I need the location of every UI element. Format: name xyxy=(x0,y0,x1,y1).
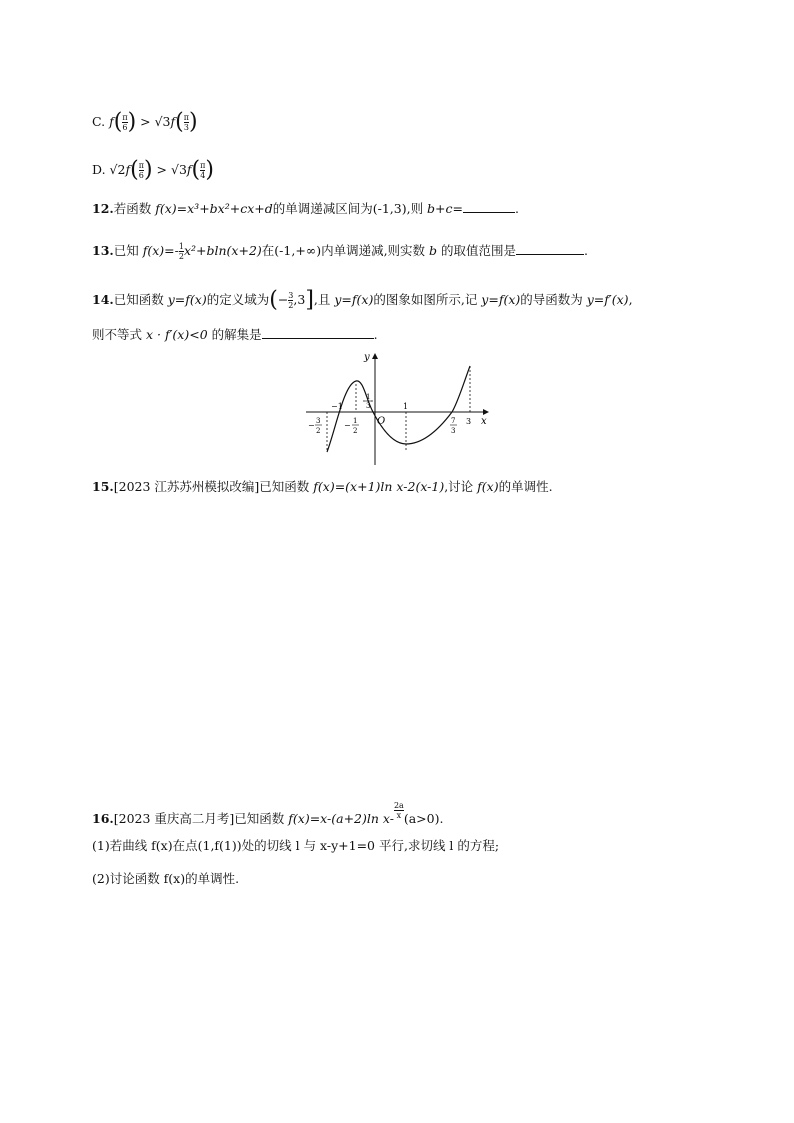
question-number: 12. xyxy=(92,201,114,216)
question-number: 13. xyxy=(92,243,114,258)
tick-label-three: 3 xyxy=(466,417,472,426)
tick-label-one-third-num: 1 xyxy=(366,393,371,401)
tick-label-seven-thirds-num: 7 xyxy=(451,417,456,425)
tick-label-neg-one: −1 xyxy=(331,402,343,411)
tick-label-seven-thirds-den: 3 xyxy=(451,427,456,435)
question-15: 15.[2023 江苏苏州模拟改编]已知函数 f(x)=(x+1)ln x-2(x-1),讨论 f(x)的单调性. xyxy=(92,479,553,494)
fraction: $\frac{2a}{x}$ xyxy=(393,801,404,820)
answer-blank[interactable] xyxy=(262,326,374,339)
option-label: C. xyxy=(92,114,106,129)
question-source: [2023 重庆高二月考] xyxy=(113,811,235,827)
function-graph xyxy=(300,348,500,468)
y-axis-label: y xyxy=(364,352,370,363)
question-13: 13.已知 f(x)=- $\frac{1}{2}$ x²+bln(x+2)在(-1,+∞)内单调递减,则实数 b 的取值范围是 . xyxy=(92,242,589,261)
question-14-line-2: 则不等式 x · f′(x)<0 的解集是 . xyxy=(92,327,378,342)
tick-label-neg-half-den: 2 xyxy=(353,427,358,435)
question-14: 14.已知函数 y=f(x)的定义域为(− $\frac{3}{2}$ ,3],且 y=f(x)的图象如图所示,记 y=f(x)的导函数为 y=f′(x), xyxy=(92,287,633,313)
fraction: $\frac{\pi}{4}$ xyxy=(200,161,206,180)
answer-blank[interactable] xyxy=(516,242,584,255)
tick-label-neg-three-halves-minus: − xyxy=(308,421,315,430)
tick-label-neg-three-halves-num: 3 xyxy=(316,417,321,425)
tick-label-neg-half-num: 1 xyxy=(353,417,358,425)
question-12: 12.若函数 f(x)=x³+bx²+cx+d的单调递减区间为(-1,3),则 b+c= . xyxy=(92,201,519,216)
question-source: [2023 江苏苏州模拟改编] xyxy=(113,479,260,494)
tick-label-one-third-den: 3 xyxy=(366,402,371,410)
tick-label-neg-three-halves-den: 2 xyxy=(316,427,321,435)
fraction: $\frac{3}{2}$ xyxy=(288,291,294,310)
tick-label-neg-half-minus: − xyxy=(344,421,351,430)
answer-blank[interactable] xyxy=(463,200,515,213)
fraction: $\frac{\pi}{3}$ xyxy=(183,113,190,132)
option-d: D. √2f( $\frac{\pi}{6}$ ) > √3f( $\frac{\pi}{4}$ ) xyxy=(92,157,214,183)
x-axis-label: x xyxy=(481,416,487,427)
curve xyxy=(327,366,470,452)
question-16: 16.[2023 重庆高二月考]已知函数 f(x)=x-(a+2)ln x- $\frac{2a}{x}$ (a>0). xyxy=(92,801,444,827)
option-label: D. xyxy=(92,162,106,177)
fraction: $\frac{1}{2}$ xyxy=(178,242,184,261)
question-16-part-1: (1)若曲线 f(x)在点(1,f(1))处的切线 l 与 x-y+1=0 平行,求切线 l 的方程; xyxy=(92,838,500,853)
fraction: $\frac{\pi}{6}$ xyxy=(138,161,144,180)
origin-label: O xyxy=(377,416,386,427)
question-number: 15. xyxy=(92,479,114,494)
fraction: $\frac{\pi}{6}$ xyxy=(122,113,128,132)
tick-label-one: 1 xyxy=(403,402,409,411)
option-c: C. f( $\frac{\pi}{6}$ ) > √3f( $\frac{\pi}{3}$ ) xyxy=(92,109,198,135)
question-16-part-2: (2)讨论函数 f(x)的单调性. xyxy=(92,871,240,886)
question-number: 14. xyxy=(92,292,114,307)
question-number: 16. xyxy=(92,811,114,827)
